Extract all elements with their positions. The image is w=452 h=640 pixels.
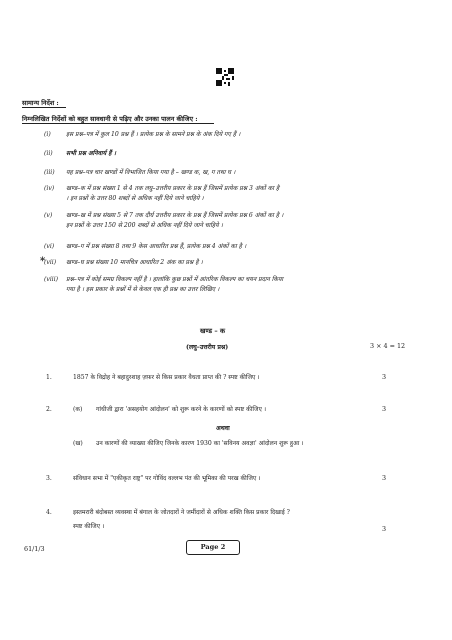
question-text: गांधीजी द्वारा 'असहयोग आंदोलन' को शुरू करने के कारणों को स्पष्ट कीजिए । [96,406,267,413]
question-label: (ख) [73,440,83,447]
or-separator: अथवा [216,425,230,432]
question-marks: 3 [382,525,387,533]
instruction-item: (ii) सभी प्रश्न अनिवार्य हैं । [44,150,116,157]
question-marks: 3 [382,474,387,482]
instruction-item: (v) खण्ड–ख में प्रश्न संख्या 5 से 7 तक दीर्घ उत्तरीय प्रकार के प्रश्न हैं जिसमें प्रत्येक प्रश्न 6 अंकों का है । इन प्रश्नों के उत्तर 150 से 200 शब्दों से अधिक नहीं दिये जाने चाहिये । [44,212,284,229]
question-text: संविधान सभा में "एकीकृत राष्ट्र" पर गोविंद वल्लभ पंत की भूमिका की परख कीजिए । [73,475,261,482]
general-instructions-heading: सामान्य निर्देश : [22,99,59,107]
question-text: उन कारणों की व्याख्या कीजिए जिनके कारण 1930 का 'सविनय अवज्ञा' आंदोलन शुरू हुआ । [96,440,304,447]
instruction-item: (iv) खण्ड–क में प्रश्न संख्या 1 से 4 तक लघु–उत्तरीय प्रकार के प्रश्न हैं जिसमें प्रत्येक प्रश्न 3 अंकों का है । इन प्रश्नों के उत्तर 80 शब्दों से अधिक नहीं दिये जाने चाहिये । [44,185,280,202]
instruction-item: (vi) खण्ड–ग में प्रश्न संख्या 8 तथा 9 केस आधारित प्रश्न हैं, प्रत्येक प्रश्न 4 अंकों का है । [44,243,247,250]
question-text: 1857 के विद्रोह ने बहादुरशाह ज़फ़र से किस प्रकार वैधता प्राप्त की ? स्पष्ट कीजिए । [73,374,260,381]
question-label: (क) [73,406,83,413]
question-text: इस्तमरारी बंदोबस्त व्यवस्था में बंगाल के जोतदारों ने जमींदारों से अधिक शक्ति किस प्रकार दिखाई ? [73,509,290,516]
follow-underline [22,123,214,124]
paper-code: 61/1/3 [24,545,45,553]
instruction-item: (vii) खण्ड–घ प्रश्न संख्या 10 मानचित्र आधारित 2 अंक का प्रश्न है । [44,259,203,266]
question-marks: 3 [382,405,387,413]
follow-instructions-text: निम्नलिखित निर्देशों को बहुत सावधानी से पढ़िए और उनका पालन कीजिए : [22,115,198,123]
instruction-item: (iii) यह प्रश्न–पत्र चार खण्डों में विभाजित किया गया है – खण्ड क, ख, ग तथा घ । [44,169,236,176]
section-title: खण्ड – क [200,327,226,335]
star-mark: * [40,256,46,267]
question-number: 1. [46,374,52,381]
question-number: 4. [46,509,52,516]
heading-underline [22,107,66,108]
page-number-box: Page 2 [186,540,240,555]
section-marks-formula: 3 × 4 = 12 [370,342,406,350]
question-marks: 3 [382,373,387,381]
question-text: स्पष्ट कीजिए । [73,523,105,530]
instruction-item: (viii) प्रश्न–पत्र में कोई समग्र विकल्प नहीं है । हालांकि कुछ प्रश्नों में आंतरिक विकल्प का चयन प्रदान किया गया है । इस प्रकार के प्रश्नों में से केवल एक ही प्रश्न का उत्तर लिखिए । [44,276,284,293]
question-number: 2. [46,406,52,413]
question-number: 3. [46,475,52,482]
instruction-item: (i) इस प्रश्न–पत्र में कुल 10 प्रश्न हैं । प्रत्येक प्रश्न के सामने प्रश्न के अंक दिये गए हैं । [44,131,241,138]
qr-code-icon [216,68,234,86]
section-subtitle: (लघु–उत्तरीय प्रश्न) [186,344,229,351]
